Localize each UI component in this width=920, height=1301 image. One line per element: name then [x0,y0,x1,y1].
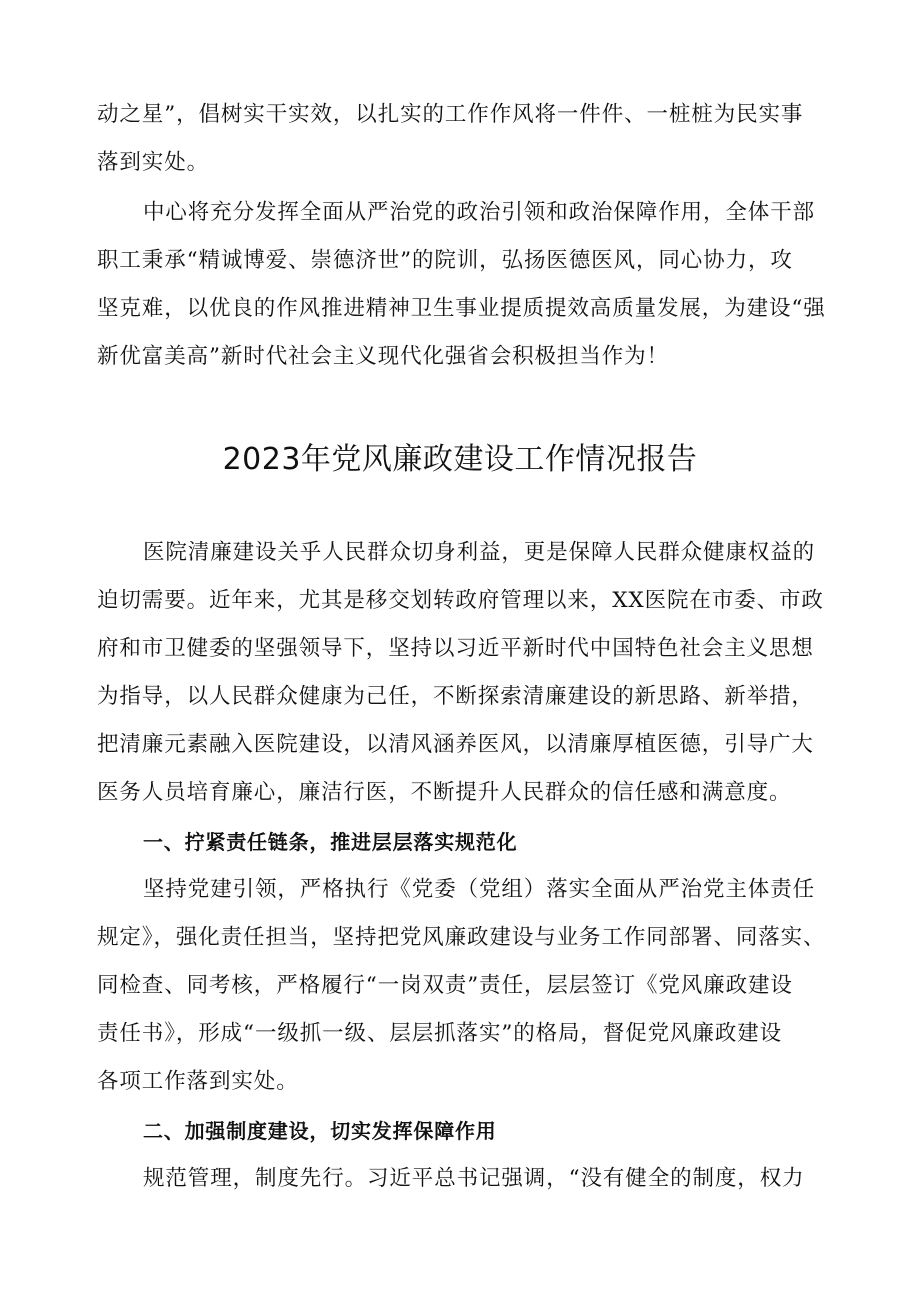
paragraph-line: 把清廉元素融入医院建设，以清风涵养医风，以清廉厚植医德，引导广大 [97,732,814,757]
paragraph-line: 迫切需要。近年来，尤其是移交划转政府管理以来，XX医院在市委、市政 [97,588,824,613]
paragraph-line: 坚克难，以优良的作风推进精神卫生事业提质提效高质量发展，为建设“强 [97,296,826,321]
paragraph-line: 坚持党建引领，严格执行《党委（党组）落实全面从严治党主体责任 [143,877,816,902]
paragraph-line: 职工秉承“精诚博爱、崇德济世”的院训，弘扬医德医风，同心协力，攻 [97,248,793,273]
paragraph-line: 医院清廉建设关乎人民群众切身利益，更是保障人民群众健康权益的 [143,540,816,565]
section-heading: 一、拧紧责任链条，推进层层落实规范化 [143,830,518,854]
paragraph-line: 新优富美高”新时代社会主义现代化强省会积极担当作为！ [97,344,669,369]
paragraph-line: 府和市卫健委的坚强领导下，坚持以习近平新时代中国特色社会主义思想 [97,636,814,661]
paragraph-line: 规范管理，制度先行。习近平总书记强调，“没有健全的制度，权力 [143,1166,805,1191]
paragraph-line: 中心将充分发挥全面从严治党的政治引领和政治保障作用，全体干部 [143,200,816,225]
paragraph-line: 规定》，强化责任担当，坚持把党风廉政建设与业务工作同部署、同落实、 [97,925,826,950]
paragraph-line: 落到实处。 [97,150,210,175]
paragraph-line: 各项工作落到实处。 [97,1069,299,1094]
paragraph-line: 同检查、同考核，严格履行“一岗双责”责任，层层签订《党风廉政建设 [97,973,793,998]
paragraph-line: 医务人员培育廉心，廉洁行医，不断提升人民群众的信任感和满意度。 [97,780,792,805]
paragraph-line: 为指导，以人民群众健康为己任，不断探索清廉建设的新思路、新举措， [97,684,814,709]
section-heading: 二、加强制度建设，切实发挥保障作用 [143,1119,497,1143]
paragraph-line: 动之星”，倡树实干实效，以扎实的工作作风将一件件、一桩桩为民实事 [97,102,804,127]
paragraph-line: 责任书》，形成“一级抓一级、层层抓落实”的格局，督促党风廉政建设 [97,1021,783,1046]
report-title: 2023年党风廉政建设工作情况报告 [222,442,698,477]
